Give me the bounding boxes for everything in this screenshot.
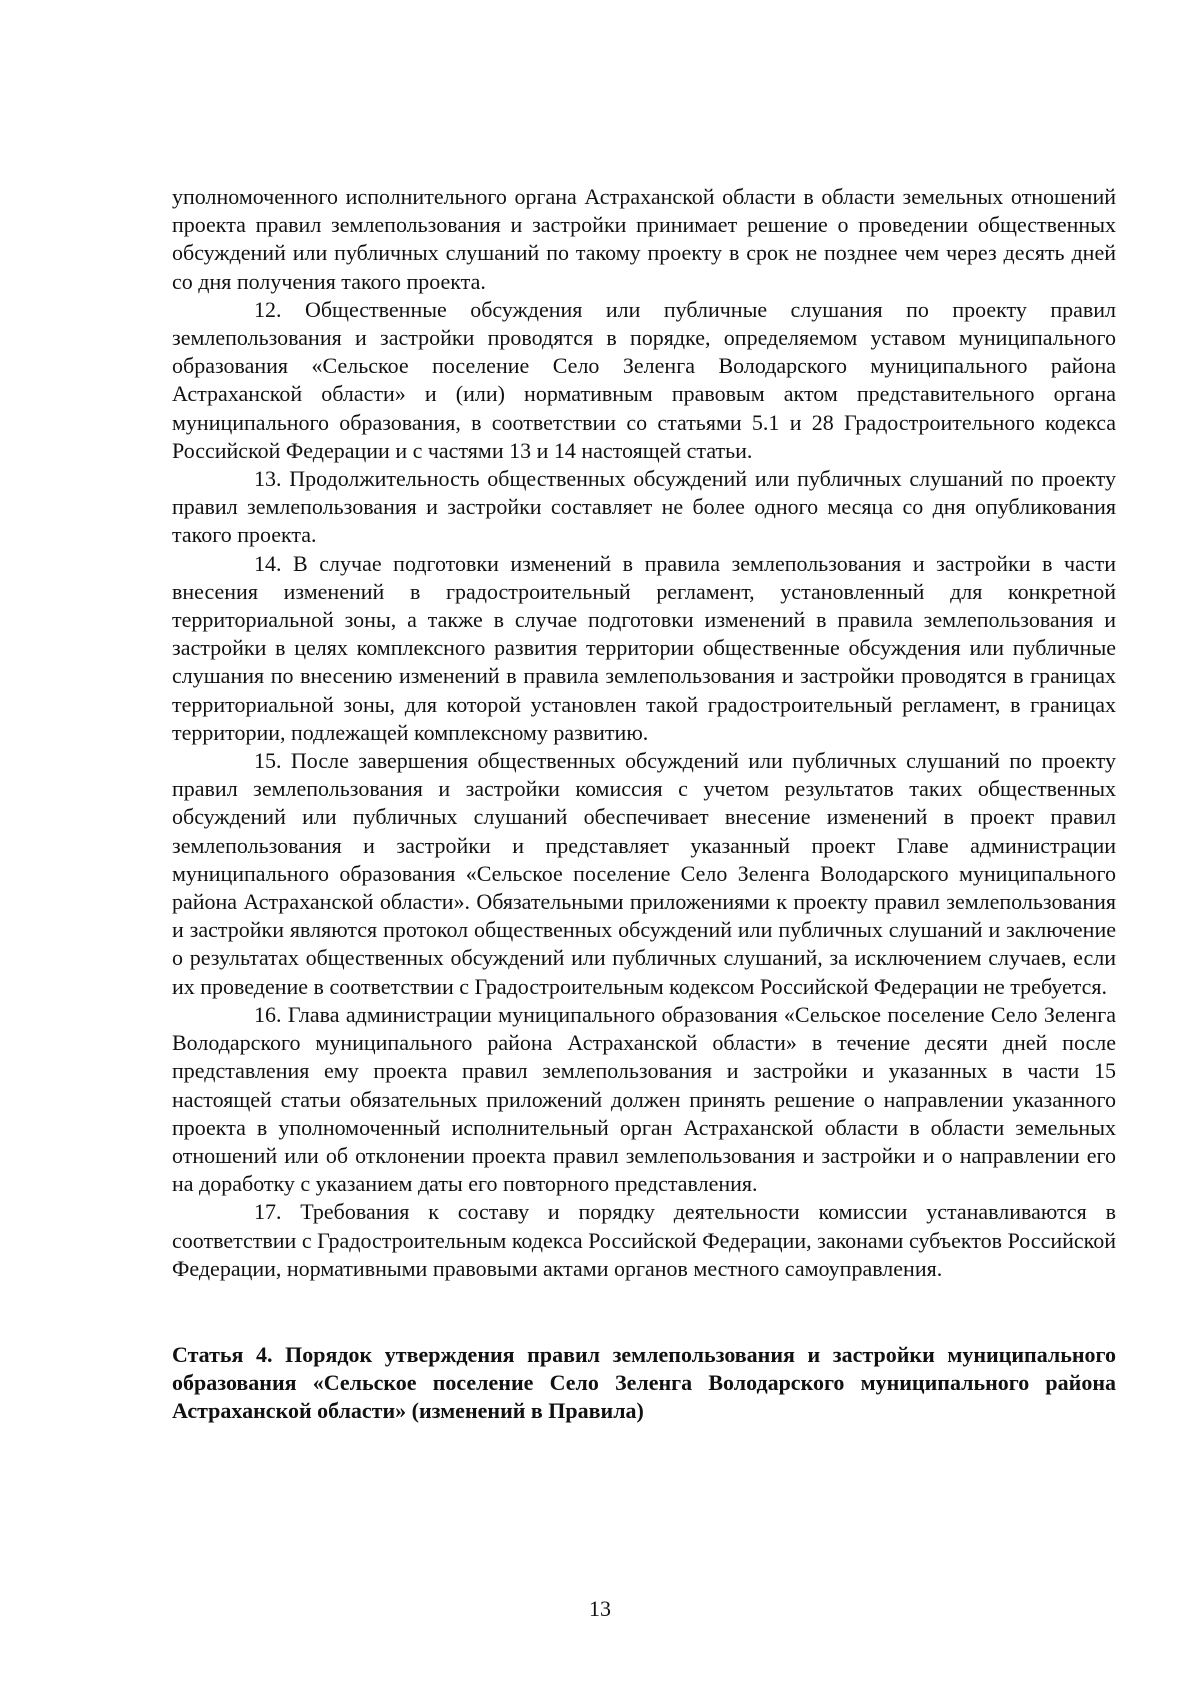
paragraph-continuation: уполномоченного исполнительного органа Астраханской области в области земельных отношений проекта правил землепользования и застройки принимает решение о проведении общественных обсуждений или публичных слушаний по такому проекту в срок не позднее чем через десять дней со дня получения такого проекта.: [172, 184, 1116, 294]
paragraph-13: 13. Продолжительность общественных обсуждений или публичных слушаний по проекту правил землепользования и застройки составляет не более одного месяца со дня опубликования такого проекта.: [172, 466, 1116, 548]
paragraph-15: 15. После завершения общественных обсуждений или публичных слушаний по проекту правил землепользования и застройки комиссия с учетом результатов таких общественных обсуждений или публичных слушаний обеспечивает внесение изменений в проект правил землепользования и застройки и представляет указанный проект Главе администрации муниципального образования «Сельское поселение Село Зеленга Володарского муниципального района Астраханской области». Обязательными приложениями к проекту правил землепользования и застройки являются протокол общественных обсуждений или публичных слушаний и заключение о результатах общественных обсуждений или публичных слушаний, за исключением случаев, если их проведение в соответствии с Градостроительным кодексом Российской Федерации не требуется.: [172, 748, 1116, 999]
document-body: [172, 183, 1116, 1426]
paragraph-16: 16. Глава администрации муниципального образования «Сельское поселение Село Зеленга Володарского муниципального района Астраханской области» в течение десяти дней после представления ему проекта правил землепользования и застройки и указанных в части 15 настоящей статьи обязательных приложений должен принять решение о направлении указанного проекта в уполномоченный исполнительный орган Астраханской области в области земельных отношений или об отклонении проекта правил землепользования и застройки и о направлении его на доработку с указанием даты его повторного представления.: [172, 1001, 1116, 1197]
paragraph-14: 14. В случае подготовки изменений в правила землепользования и застройки в части внесения изменений в градостроительный регламент, установленный для конкретной территориальной зоны, а также в случае подготовки изменений в правила землепользования и застройки в целях комплексного развития территории общественные обсуждения или публичные слушания по внесению изменений в правила землепользования и застройки проводятся в границах территориальной зоны, для которой установлен такой градостроительный регламент, в границах территории, подлежащей комплексному развитию.: [172, 550, 1116, 745]
article-heading: Статья 4. Порядок утверждения правил землепользования и застройки муниципального образования «Сельское поселение Село Зеленга Володарского муниципального района Астраханской области» (изменений в Правила): [172, 1341, 1116, 1424]
paragraph-17: 17. Требования к составу и порядку деятельности комиссии устанавливаются в соответствии с Градостроительным кодекса Российской Федерации, законами субъектов Российской Федерации, нормативными правовыми актами органов местного самоуправления.: [172, 1199, 1116, 1281]
page-number: 13: [589, 1596, 611, 1621]
paragraph-12: 12. Общественные обсуждения или публичные слушания по проекту правил землепользования и застройки проводятся в порядке, определяемом уставом муниципального образования «Сельское поселение Село Зеленга Володарского муниципального района Астраханской области» и (или) нормативным правовым актом представительного органа муниципального образования, в соответствии со статьями 5.1 и 28 Градостроительного кодекса Российской Федерации и с частями 13 и 14 настоящей статьи.: [172, 296, 1116, 463]
